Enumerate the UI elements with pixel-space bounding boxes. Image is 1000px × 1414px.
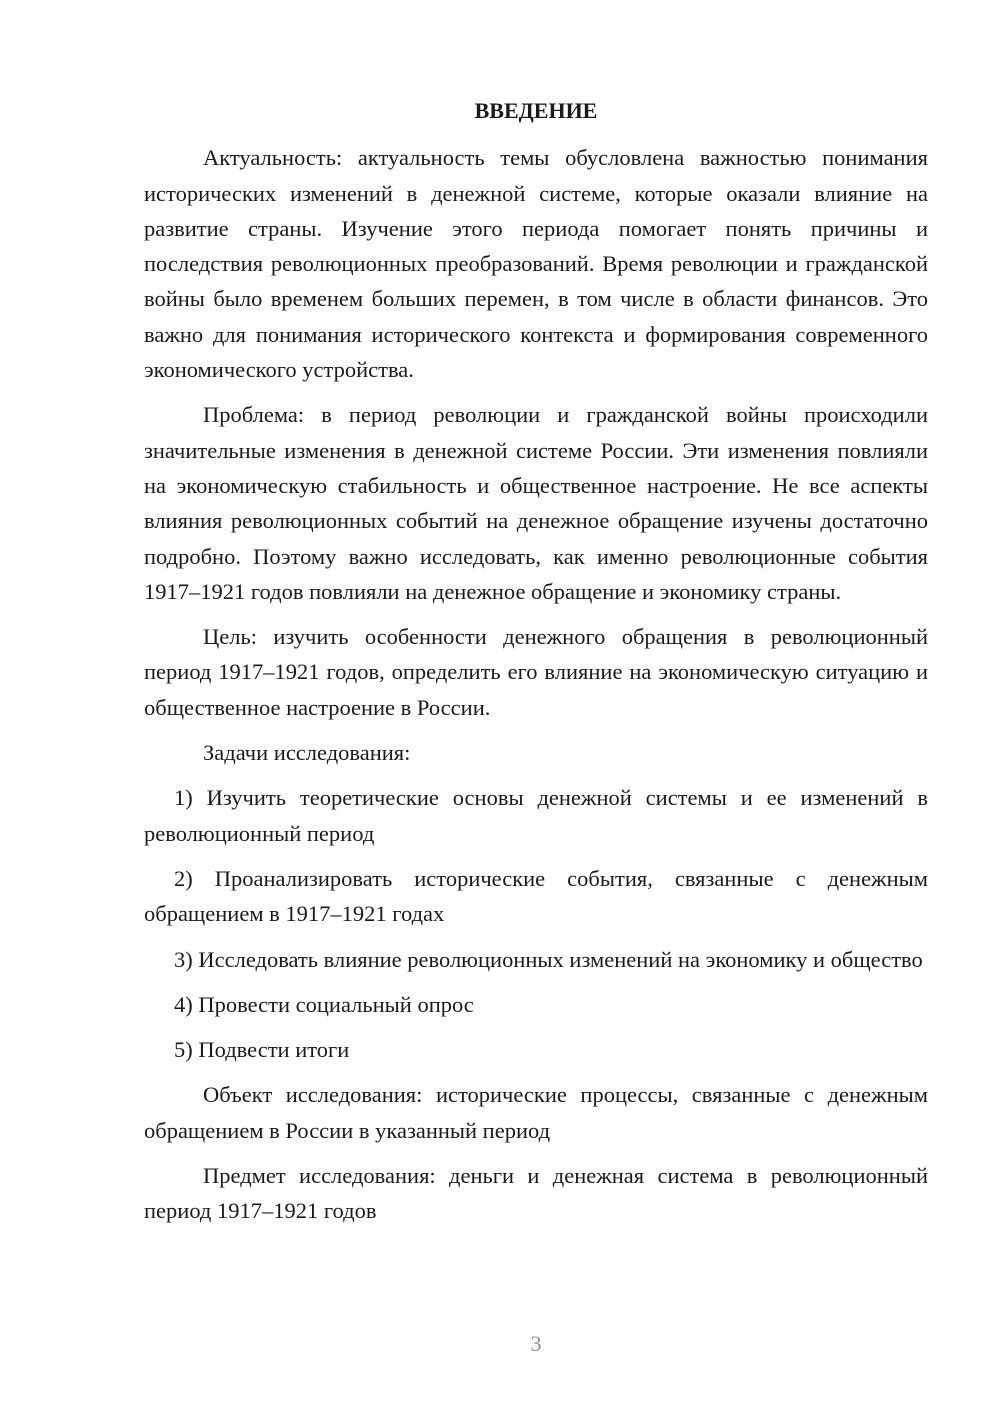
task-item-2: 2) Проанализировать исторические события, связанные с денежным обращением в 1917–1921 годах bbox=[144, 865, 928, 927]
task-item-5: 5) Подвести итоги bbox=[174, 1037, 350, 1063]
paragraph-problem: Проблема: в период революции и гражданской войны происходили значительные изменения в денежной системе России. Эти изменения повлияли на экономическую стабильность и общественное настроение. Не все аспекты влияния революционных событий на денежное обращение изучены достаточно подробно. Поэтому важно исследовать, как именно революционные события 1917–1921 годов повлияли на денежное обращение и экономику страны. bbox=[144, 402, 928, 604]
task-item-1: 1) Изучить теоретические основы денежной системы и ее изменений в революционный период bbox=[144, 785, 928, 846]
task-item-4: 4) Провести социальный опрос bbox=[174, 991, 474, 1017]
paragraph-subject: Предмет исследования: деньги и денежная система в революционный период 1917–1921 годов bbox=[144, 1163, 928, 1224]
page-number: 3 bbox=[530, 1331, 542, 1356]
tasks-heading: Задачи исследования: bbox=[203, 740, 411, 766]
page-content bbox=[144, 93, 928, 1239]
paragraph-object: Объект исследования: исторические процессы, связанные с денежным обращением в России в указанный период bbox=[144, 1082, 928, 1143]
paragraph-goal: Цель: изучить особенности денежного обращения в революционный период 1917–1921 годов, определить его влияние на экономическую ситуацию и общественное настроение в России. bbox=[144, 624, 928, 720]
section-title: ВВЕДЕНИЕ bbox=[474, 98, 598, 123]
task-item-3: 3) Исследовать влияние революционных изменений на экономику и общество bbox=[174, 946, 923, 972]
paragraph-relevance: Актуальность: актуальность темы обусловлена важностью понимания исторических изменений в денежной системе, которые оказали влияние на развитие страны. Изучение этого периода помогает понять причины и последствия революционных преобразований. Время революции и гражданской войны было временем больших перемен, в том числе в области финансов. Это важно для понимания исторического контекста и формирования современного экономического устройства. bbox=[144, 145, 928, 383]
